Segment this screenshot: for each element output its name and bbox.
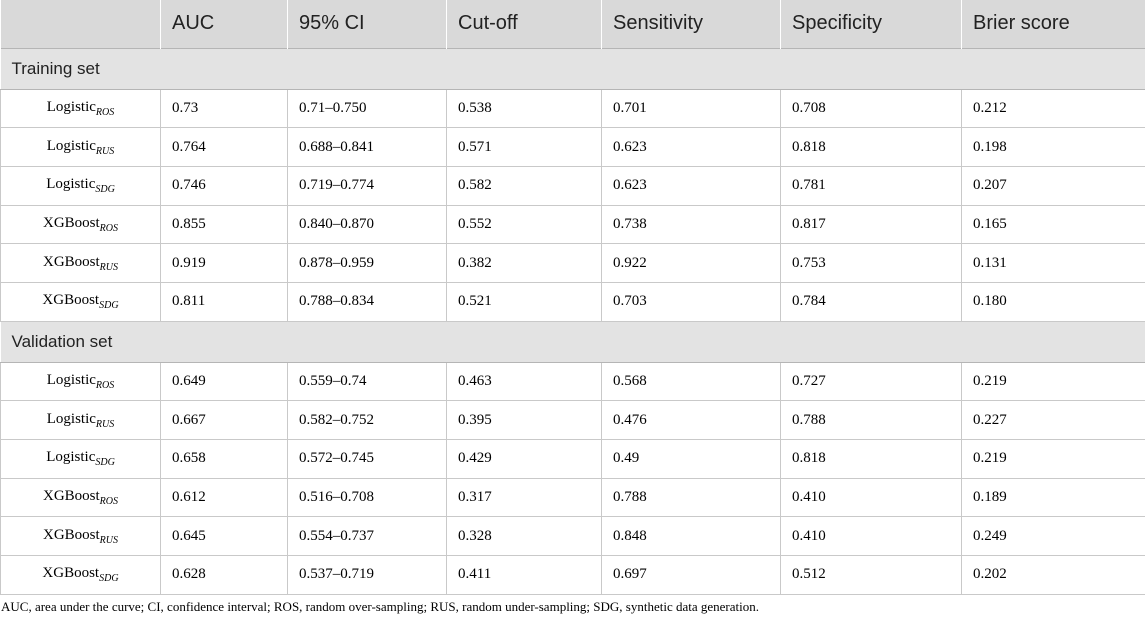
cutoff-cell: 0.328 bbox=[447, 517, 602, 556]
table-row bbox=[1, 282, 1145, 321]
table-body bbox=[1, 48, 1145, 594]
sensitivity-cell: 0.738 bbox=[602, 205, 781, 244]
sensitivity-cell: 0.623 bbox=[602, 128, 781, 167]
specificity-cell: 0.727 bbox=[781, 362, 962, 401]
specificity-cell: 0.818 bbox=[781, 128, 962, 167]
model-name: XGBoost bbox=[42, 565, 100, 582]
brier-cell: 0.249 bbox=[962, 517, 1145, 556]
table-row bbox=[1, 128, 1145, 167]
model-cell bbox=[1, 205, 161, 244]
brier-cell: 0.131 bbox=[962, 244, 1145, 283]
model-sampling: SDG bbox=[99, 300, 119, 312]
auc-cell: 0.628 bbox=[161, 556, 288, 595]
sensitivity-cell: 0.476 bbox=[602, 401, 781, 440]
auc-cell: 0.73 bbox=[161, 89, 288, 128]
auc-cell: 0.811 bbox=[161, 282, 288, 321]
cutoff-cell: 0.317 bbox=[447, 478, 602, 517]
model-sampling: ROS bbox=[95, 379, 115, 391]
table-header bbox=[1, 0, 1145, 48]
specificity-cell: 0.410 bbox=[781, 517, 962, 556]
model-sampling: ROS bbox=[99, 496, 119, 508]
auc-cell: 0.764 bbox=[161, 128, 288, 167]
cutoff-cell: 0.382 bbox=[447, 244, 602, 283]
cutoff-cell: 0.395 bbox=[447, 401, 602, 440]
cutoff-cell: 0.582 bbox=[447, 166, 602, 205]
model-cell bbox=[1, 556, 161, 595]
cutoff-cell: 0.538 bbox=[447, 89, 602, 128]
section-label: Validation set bbox=[1, 321, 1145, 362]
sensitivity-cell: 0.697 bbox=[602, 556, 781, 595]
table-footnote: AUC, area under the curve; CI, confidence interval; ROS, random over-sampling; RUS, random under-sampling; SDG, synthetic data generation. bbox=[1, 599, 759, 614]
brier-cell: 0.180 bbox=[962, 282, 1145, 321]
sensitivity-cell: 0.703 bbox=[602, 282, 781, 321]
specificity-cell: 0.410 bbox=[781, 478, 962, 517]
table-row bbox=[1, 517, 1145, 556]
brier-cell: 0.207 bbox=[962, 166, 1145, 205]
model-sampling: SDG bbox=[95, 184, 115, 196]
model-cell bbox=[1, 478, 161, 517]
auc-cell: 0.919 bbox=[161, 244, 288, 283]
brier-cell: 0.189 bbox=[962, 478, 1145, 517]
model-name: Logistic bbox=[46, 449, 96, 466]
sensitivity-cell: 0.701 bbox=[602, 89, 781, 128]
auc-cell: 0.667 bbox=[161, 401, 288, 440]
model-sampling: ROS bbox=[95, 106, 115, 118]
table-row bbox=[1, 556, 1145, 595]
ci-cell: 0.788–0.834 bbox=[288, 282, 447, 321]
brier-cell: 0.219 bbox=[962, 440, 1145, 479]
model-cell bbox=[1, 517, 161, 556]
ci-cell: 0.71–0.750 bbox=[288, 89, 447, 128]
model-cell bbox=[1, 128, 161, 167]
ci-cell: 0.559–0.74 bbox=[288, 362, 447, 401]
model-cell bbox=[1, 401, 161, 440]
ci-cell: 0.840–0.870 bbox=[288, 205, 447, 244]
sensitivity-cell: 0.568 bbox=[602, 362, 781, 401]
brier-cell: 0.212 bbox=[962, 89, 1145, 128]
ci-cell: 0.582–0.752 bbox=[288, 401, 447, 440]
brier-cell: 0.227 bbox=[962, 401, 1145, 440]
auc-cell: 0.746 bbox=[161, 166, 288, 205]
model-sampling: SDG bbox=[99, 573, 119, 585]
model-sampling: RUS bbox=[95, 418, 115, 430]
section-row bbox=[1, 321, 1145, 362]
model-name: Logistic bbox=[46, 410, 96, 427]
header-cell-brier: Brier score bbox=[962, 0, 1145, 48]
model-name: Logistic bbox=[46, 137, 96, 154]
model-name: XGBoost bbox=[42, 214, 100, 231]
ci-cell: 0.554–0.737 bbox=[288, 517, 447, 556]
header-row bbox=[1, 0, 1145, 48]
cutoff-cell: 0.463 bbox=[447, 362, 602, 401]
auc-cell: 0.612 bbox=[161, 478, 288, 517]
table-row bbox=[1, 244, 1145, 283]
table-row bbox=[1, 401, 1145, 440]
ci-cell: 0.878–0.959 bbox=[288, 244, 447, 283]
header-cell-ci: 95% CI bbox=[288, 0, 447, 48]
cutoff-cell: 0.552 bbox=[447, 205, 602, 244]
header-cell-specificity: Specificity bbox=[781, 0, 962, 48]
model-name: XGBoost bbox=[42, 253, 100, 270]
model-sampling: RUS bbox=[99, 534, 119, 546]
table-row bbox=[1, 362, 1145, 401]
model-cell bbox=[1, 282, 161, 321]
model-cell bbox=[1, 244, 161, 283]
auc-cell: 0.645 bbox=[161, 517, 288, 556]
header-cell-auc: AUC bbox=[161, 0, 288, 48]
brier-cell: 0.198 bbox=[962, 128, 1145, 167]
table-row bbox=[1, 440, 1145, 479]
model-name: XGBoost bbox=[42, 526, 100, 543]
sensitivity-cell: 0.788 bbox=[602, 478, 781, 517]
auc-cell: 0.649 bbox=[161, 362, 288, 401]
table-row bbox=[1, 89, 1145, 128]
model-cell bbox=[1, 166, 161, 205]
model-name: Logistic bbox=[46, 371, 96, 388]
model-cell bbox=[1, 362, 161, 401]
model-name: XGBoost bbox=[42, 488, 100, 505]
cutoff-cell: 0.521 bbox=[447, 282, 602, 321]
table-row bbox=[1, 205, 1145, 244]
cutoff-cell: 0.411 bbox=[447, 556, 602, 595]
model-name: Logistic bbox=[46, 98, 96, 115]
sensitivity-cell: 0.49 bbox=[602, 440, 781, 479]
section-label: Training set bbox=[1, 48, 1145, 89]
sensitivity-cell: 0.922 bbox=[602, 244, 781, 283]
table-row bbox=[1, 478, 1145, 517]
model-sampling: RUS bbox=[95, 145, 115, 157]
sensitivity-cell: 0.623 bbox=[602, 166, 781, 205]
brier-cell: 0.219 bbox=[962, 362, 1145, 401]
cutoff-cell: 0.429 bbox=[447, 440, 602, 479]
model-sampling: RUS bbox=[99, 261, 119, 273]
model-sampling: ROS bbox=[99, 222, 119, 234]
header-cell-cutoff: Cut-off bbox=[447, 0, 602, 48]
header-cell-model bbox=[1, 0, 161, 48]
model-cell bbox=[1, 440, 161, 479]
ci-cell: 0.572–0.745 bbox=[288, 440, 447, 479]
specificity-cell: 0.818 bbox=[781, 440, 962, 479]
ci-cell: 0.719–0.774 bbox=[288, 166, 447, 205]
model-name: XGBoost bbox=[42, 292, 100, 309]
specificity-cell: 0.784 bbox=[781, 282, 962, 321]
header-cell-sensitivity: Sensitivity bbox=[602, 0, 781, 48]
model-cell bbox=[1, 89, 161, 128]
ci-cell: 0.537–0.719 bbox=[288, 556, 447, 595]
ci-cell: 0.516–0.708 bbox=[288, 478, 447, 517]
specificity-cell: 0.512 bbox=[781, 556, 962, 595]
sensitivity-cell: 0.848 bbox=[602, 517, 781, 556]
brier-cell: 0.165 bbox=[962, 205, 1145, 244]
specificity-cell: 0.781 bbox=[781, 166, 962, 205]
model-name: Logistic bbox=[46, 176, 96, 193]
specificity-cell: 0.708 bbox=[781, 89, 962, 128]
section-row bbox=[1, 48, 1145, 89]
ci-cell: 0.688–0.841 bbox=[288, 128, 447, 167]
specificity-cell: 0.817 bbox=[781, 205, 962, 244]
specificity-cell: 0.753 bbox=[781, 244, 962, 283]
specificity-cell: 0.788 bbox=[781, 401, 962, 440]
auc-cell: 0.855 bbox=[161, 205, 288, 244]
brier-cell: 0.202 bbox=[962, 556, 1145, 595]
table-row bbox=[1, 166, 1145, 205]
auc-cell: 0.658 bbox=[161, 440, 288, 479]
model-sampling: SDG bbox=[95, 457, 115, 469]
cutoff-cell: 0.571 bbox=[447, 128, 602, 167]
